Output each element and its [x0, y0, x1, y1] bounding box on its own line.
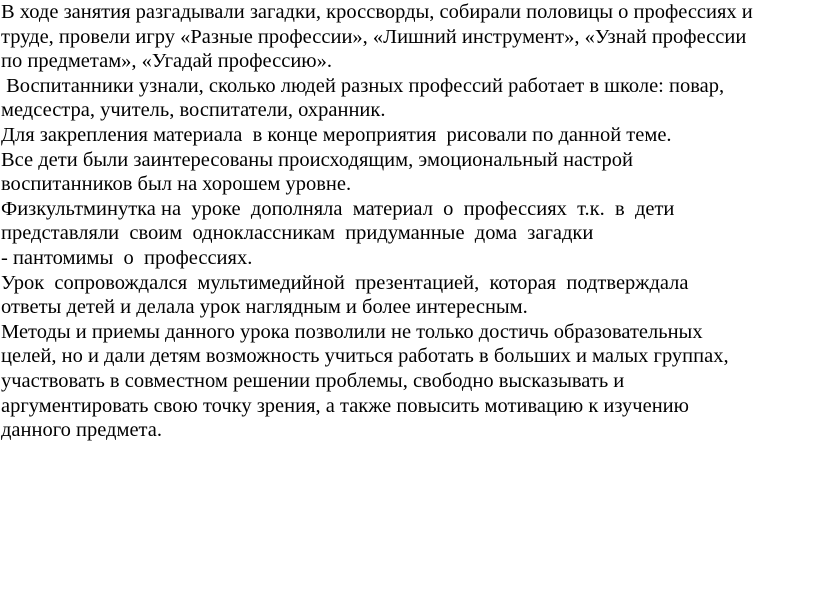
text-line-15: целей, но и дали детям возможность учиться работать в больших и малых группах, [1, 345, 729, 368]
text-line-9: Физкультминутка на уроке дополняла материал о профессиях т.к. в дети [1, 197, 675, 220]
text-line-7: Все дети были заинтересованы происходящим, эмоциональный настрой [1, 148, 633, 171]
text-line-11: - пантомимы о профессиях. [1, 246, 253, 269]
document-body [1, 0, 813, 443]
text-line-10: представляли своим одноклассникам придуманные дома загадки [1, 222, 594, 245]
text-line-3: по предметам», «Угадай профессию». [1, 50, 332, 73]
text-line-13: ответы детей и делала урок наглядным и более интересным. [1, 296, 528, 319]
text-line-8: воспитанников был на хорошем уровне. [1, 173, 352, 196]
text-line-4: Воспитанники узнали, сколько людей разных профессий работает в школе: повар, [1, 74, 725, 97]
text-line-6: Для закрепления материала в конце мероприятия рисовали по данной теме. [1, 123, 672, 146]
text-line-16: участвовать в совместном решении проблемы, свободно высказывать и [1, 369, 625, 392]
text-line-5: медсестра, учитель, воспитатели, охранник. [1, 99, 386, 122]
text-line-2: труде, провели игру «Разные профессии», «Лишний инструмент», «Узнай профессии [1, 25, 747, 48]
text-line-17: аргументировать свою точку зрения, а также повысить мотивацию к изучению [1, 394, 689, 417]
text-line-1: В ходе занятия разгадывали загадки, кроссворды, собирали половицы о профессиях и [1, 1, 753, 23]
text-line-18: данного предмета. [1, 419, 162, 442]
text-line-14: Методы и приемы данного урока позволили не только достичь образовательных [1, 320, 703, 343]
text-line-12: Урок сопровождался мультимедийной презентацией, которая подтверждала [1, 271, 689, 294]
